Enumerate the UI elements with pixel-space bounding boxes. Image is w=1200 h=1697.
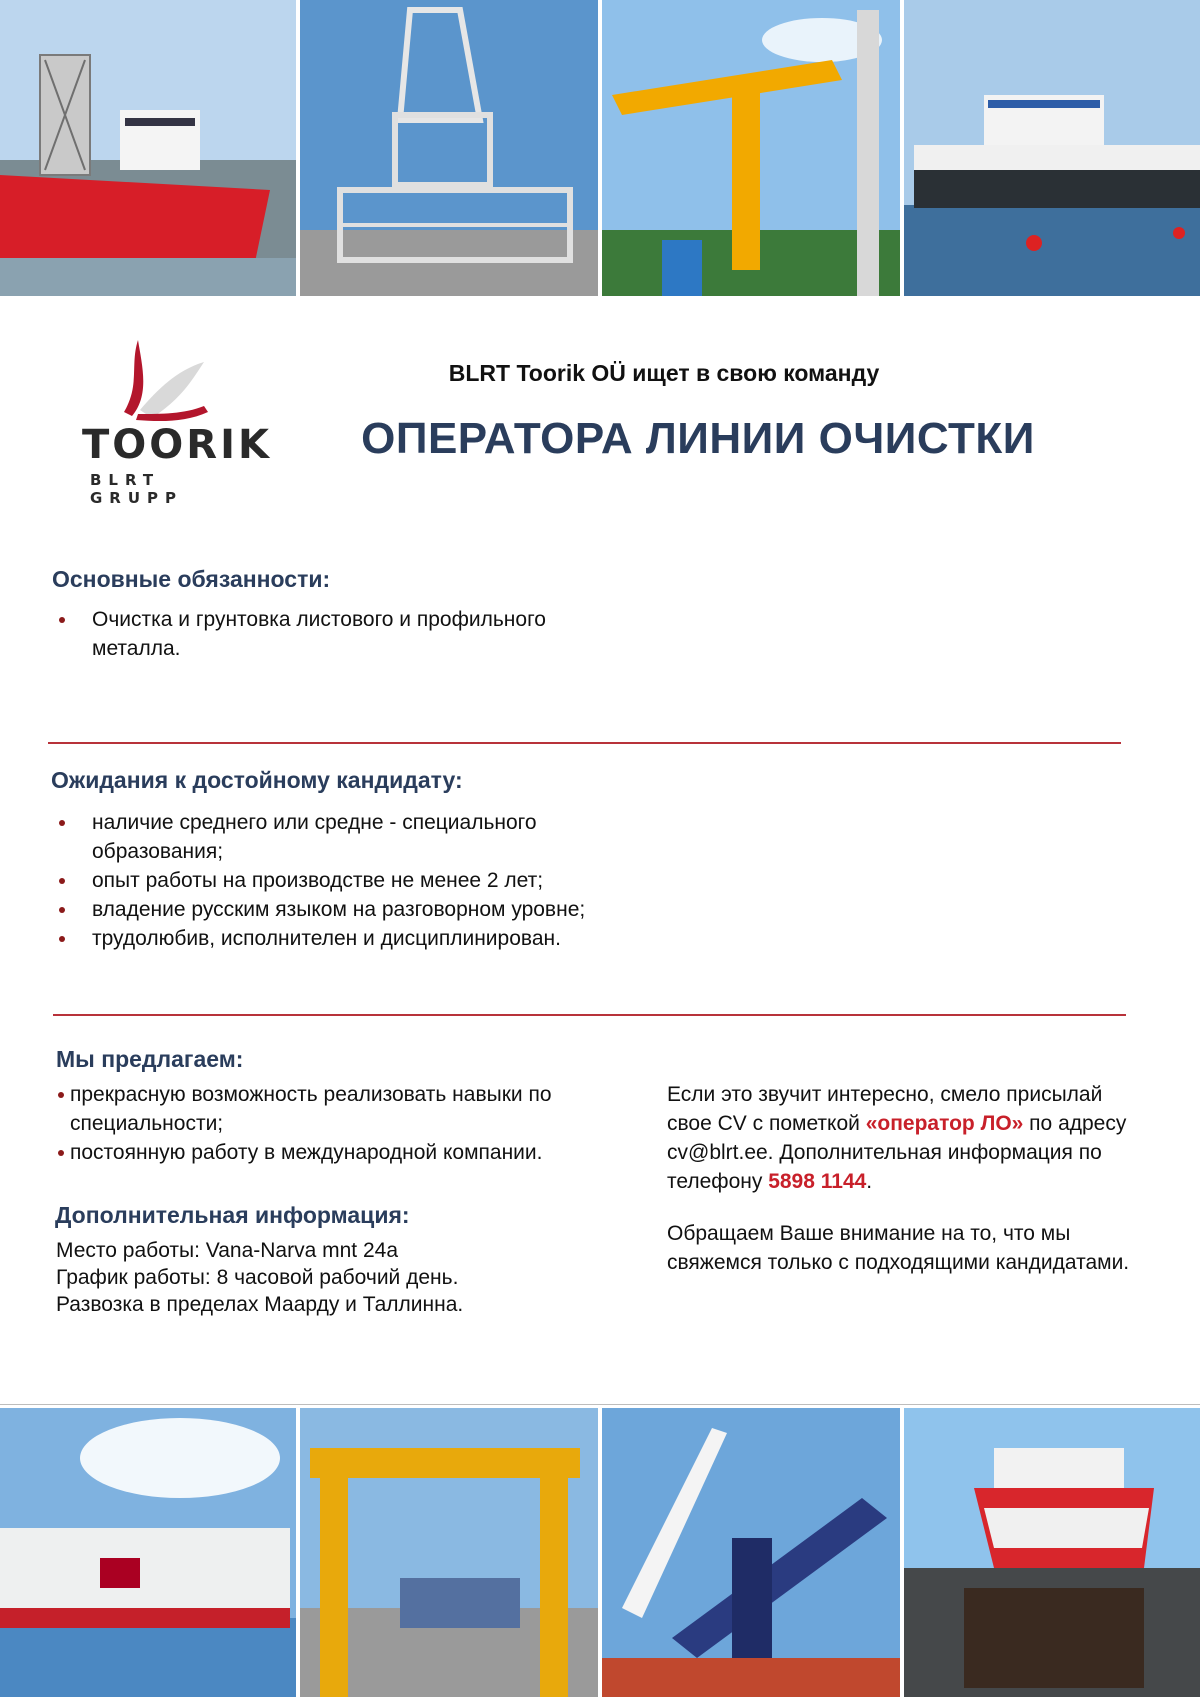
photo-blue-ship-loader [602, 1408, 900, 1697]
logo-subtitle: BLRT GRUPP [90, 471, 184, 507]
photo-nova-sea-workboat [0, 1408, 296, 1697]
list-item: наличие среднего или средне - специального образования; [53, 808, 613, 866]
contact-paragraph: Если это звучит интересно, смело присылай свое CV с пометкой «оператор ЛО» по адресу cv@blrt.ee. Дополнительная информация по телефону 5898 1144. [667, 1083, 1127, 1193]
tagline: BLRT Toorik OÜ ищет в свою команду [448, 360, 880, 386]
offer-heading: Мы предлагаем: [56, 1046, 244, 1072]
photo-red-offshore-vessel [0, 0, 296, 296]
additional-info-heading: Дополнительная информация: [55, 1202, 410, 1228]
additional-info-text [56, 1237, 463, 1318]
expectations-heading: Ожидания к достойному кандидату: [51, 767, 463, 793]
list-item: трудолюбив, исполнителен и дисциплинирован. [53, 924, 613, 953]
photo-yellow-crane-arm [602, 0, 900, 296]
list-item: опыт работы на производстве не менее 2 лет; [53, 866, 613, 895]
logo-wordmark: TOORIK [82, 422, 272, 468]
work-schedule: График работы: 8 часовой рабочий день. [56, 1266, 459, 1289]
bottom-photo-row [0, 1408, 1200, 1697]
duties-heading: Основные обязанности: [52, 566, 331, 592]
offer-list [55, 1080, 615, 1167]
job-title: ОПЕРАТОРА ЛИНИИ ОЧИСТКИ [361, 414, 1035, 463]
list-item: владение русским языком на разговорном уровне; [53, 895, 613, 924]
list-item: постоянную работу в международной компании. [55, 1138, 615, 1167]
top-photo-row [0, 0, 1200, 296]
photo-steel-drilling-tower [300, 0, 598, 296]
transport-info: Развозка в пределах Маарду и Таллинна. [56, 1293, 464, 1316]
section-divider [48, 742, 1121, 744]
photo-yellow-gantry-crane [300, 1408, 598, 1697]
photo-blue-white-workboat [904, 0, 1200, 296]
photo-row-rule [0, 1404, 1200, 1405]
section-divider [53, 1014, 1126, 1016]
list-item: Очистка и грунтовка листового и профильного металла. [53, 605, 623, 663]
list-item: прекрасную возможность реализовать навыки по специальности; [55, 1080, 615, 1138]
photo-ship-in-floating-dock [904, 1408, 1200, 1697]
expectations-list [53, 808, 613, 953]
work-location: Место работы: Vana-Narva mnt 24a [56, 1239, 398, 1262]
contact-note: Обращаем Ваше внимание на то, что мы свяжемся только с подходящими кандидатами. [667, 1222, 1130, 1274]
toorik-logo [78, 340, 272, 507]
toorik-sail-mark-icon [122, 340, 210, 422]
duties-list [53, 605, 623, 663]
phone-number: 5898 1144 [768, 1170, 867, 1193]
cv-marker: «оператор ЛО» [865, 1112, 1024, 1135]
